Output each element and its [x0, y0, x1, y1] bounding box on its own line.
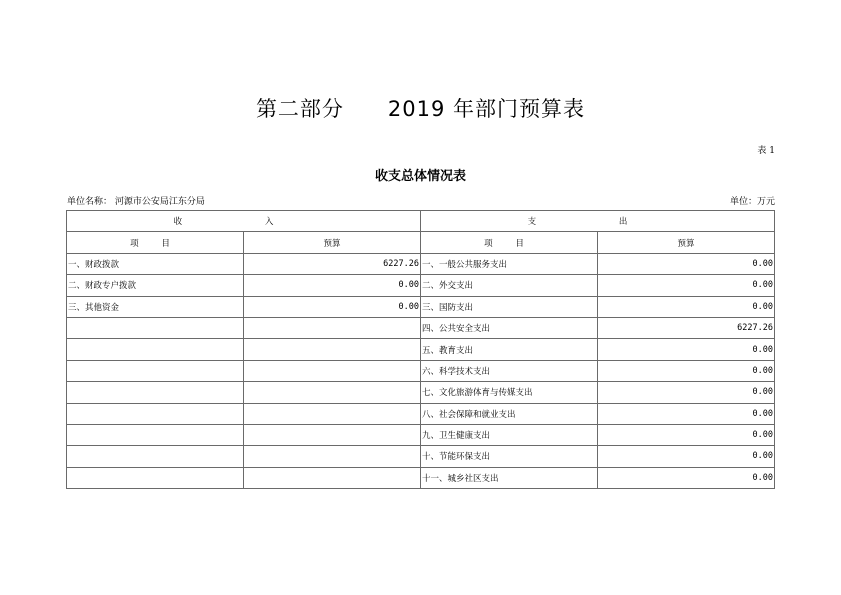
column-header-row	[67, 232, 775, 253]
page-title: 第二部分 2019 年部门预算表	[255, 97, 586, 121]
expense-amount-cell: 0.00	[598, 403, 775, 424]
income-item-cell	[67, 382, 244, 403]
budget-summary-table	[66, 210, 775, 489]
expense-item-cell: 十一、城乡社区支出	[421, 467, 598, 488]
expense-item-cell: 三、国防支出	[421, 296, 598, 317]
income-item-header	[67, 232, 244, 253]
income-item-cell: 二、财政专户拨款	[67, 275, 244, 296]
table-row	[67, 424, 775, 445]
income-item-cell	[67, 317, 244, 338]
income-item-cell	[67, 403, 244, 424]
income-item-cell	[67, 424, 244, 445]
expense-item-cell: 二、外交支出	[421, 275, 598, 296]
expense-item-cell: 七、文化旅游体育与传媒支出	[421, 382, 598, 403]
expense-amount-cell: 0.00	[598, 467, 775, 488]
income-budget-header: 预算	[244, 232, 421, 253]
table-row	[67, 382, 775, 403]
expense-item-cell: 六、科学技术支出	[421, 360, 598, 381]
table-row	[67, 253, 775, 274]
income-amount-cell	[244, 382, 421, 403]
expense-budget-header: 预算	[598, 232, 775, 253]
income-amount-cell: 6227.26	[244, 253, 421, 274]
currency-unit: 单位：万元	[729, 197, 775, 207]
income-item-cell	[67, 360, 244, 381]
expense-amount-cell: 0.00	[598, 446, 775, 467]
income-amount-cell	[244, 339, 421, 360]
expense-item-header-text: 项 目	[484, 238, 534, 249]
unit-name-label: 单位名称：	[67, 197, 113, 207]
unit-name-line	[67, 194, 205, 207]
expense-header-text: 支 出	[527, 217, 668, 228]
income-item-cell: 三、其他资金	[67, 296, 244, 317]
table-row	[67, 296, 775, 317]
expense-amount-cell: 0.00	[598, 253, 775, 274]
table-row	[67, 403, 775, 424]
unit-name-value: 河源市公安局江东分局	[114, 197, 205, 207]
expense-item-cell: 九、卫生健康支出	[421, 424, 598, 445]
expense-amount-cell: 6227.26	[598, 317, 775, 338]
income-item-cell	[67, 467, 244, 488]
table-row	[67, 360, 775, 381]
table-title: 收支总体情况表	[374, 169, 466, 184]
income-item-cell	[67, 339, 244, 360]
group-header-row	[67, 211, 775, 232]
expense-item-header	[421, 232, 598, 253]
table-row	[67, 467, 775, 488]
table-row	[67, 339, 775, 360]
income-amount-cell	[244, 403, 421, 424]
expense-amount-cell: 0.00	[598, 424, 775, 445]
income-amount-cell: 0.00	[244, 296, 421, 317]
income-amount-cell	[244, 467, 421, 488]
table-row	[67, 317, 775, 338]
expense-amount-cell: 0.00	[598, 296, 775, 317]
income-header-text: 收 入	[173, 217, 314, 228]
expense-header	[421, 211, 775, 232]
income-item-cell	[67, 446, 244, 467]
income-amount-cell: 0.00	[244, 275, 421, 296]
expense-item-cell: 四、公共安全支出	[421, 317, 598, 338]
table-row	[67, 446, 775, 467]
table-number: 表 1	[757, 146, 775, 156]
expense-amount-cell: 0.00	[598, 339, 775, 360]
income-header	[67, 211, 421, 232]
expense-item-cell: 八、社会保障和就业支出	[421, 403, 598, 424]
income-item-header-text: 项 目	[130, 238, 180, 249]
income-amount-cell	[244, 446, 421, 467]
expense-amount-cell: 0.00	[598, 275, 775, 296]
expense-item-cell: 一、一般公共服务支出	[421, 253, 598, 274]
income-amount-cell	[244, 360, 421, 381]
income-item-cell: 一、财政拨款	[67, 253, 244, 274]
income-amount-cell	[244, 424, 421, 445]
expense-amount-cell: 0.00	[598, 360, 775, 381]
expense-amount-cell: 0.00	[598, 382, 775, 403]
table-body	[67, 211, 775, 489]
expense-item-cell: 五、教育支出	[421, 339, 598, 360]
table-row	[67, 275, 775, 296]
income-amount-cell	[244, 317, 421, 338]
expense-item-cell: 十、节能环保支出	[421, 446, 598, 467]
